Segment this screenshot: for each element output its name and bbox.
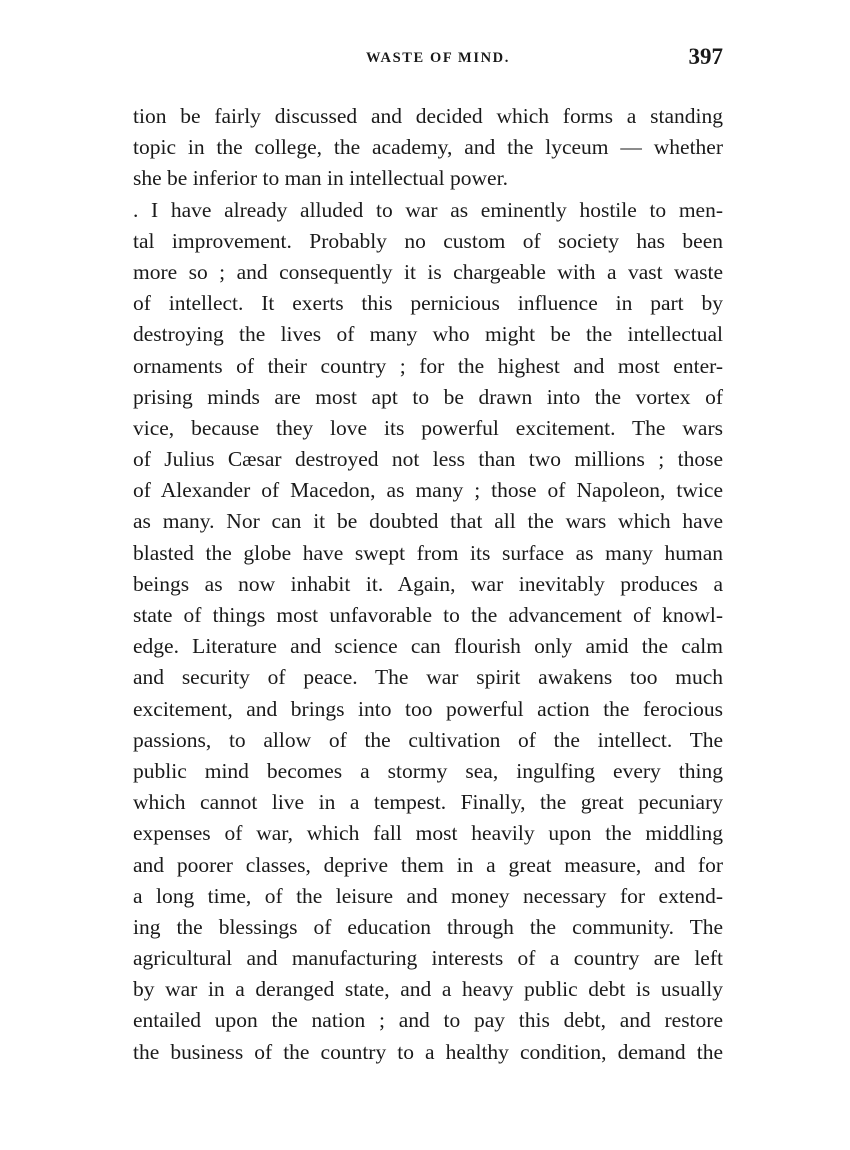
text-line: topic in the college, the academy, and the lyceum — whether: [133, 135, 723, 160]
running-head: [133, 44, 723, 74]
text-line: by war in a deranged state, and a heavy public debt is usually: [133, 977, 723, 1002]
page-number: 397: [688, 44, 723, 69]
text-line: expenses of war, which fall most heavily upon the middling: [133, 821, 723, 846]
text-line: which cannot live in a tempest. Finally, the great pecuniary: [133, 790, 723, 815]
text-line: of intellect. It exerts this pernicious influence in part by: [133, 291, 723, 316]
text-line: state of things most unfavorable to the advancement of knowl-: [133, 603, 723, 627]
text-line: and poorer classes, deprive them in a great measure, and for: [133, 852, 723, 877]
text-line: ornaments of their country ; for the highest and most enter-: [133, 353, 723, 378]
text-line: more so ; and consequently it is chargeable with a vast waste: [133, 259, 723, 284]
text-line: a long time, of the leisure and money necessary for extend-: [133, 883, 723, 908]
running-title: WASTE OF MIND.: [366, 50, 510, 66]
text-line: tal improvement. Probably no custom of society has been: [133, 228, 723, 253]
text-line: vice, because they love its powerful excitement. The wars: [133, 415, 723, 440]
text-line: prising minds are most apt to be drawn into the vortex of: [133, 384, 723, 409]
text-line: . I have already alluded to war as eminently hostile to men-: [133, 197, 723, 222]
text-line: of Julius Cæsar destroyed not less than two millions ; those: [133, 447, 723, 472]
text-line: destroying the lives of many who might be the intellectual: [133, 322, 723, 347]
text-line: agricultural and manufacturing interests of a country are left: [133, 946, 723, 971]
text-line: public mind becomes a stormy sea, ingulfing every thing: [133, 758, 723, 783]
text-line: the business of the country to a healthy condition, demand the: [133, 1039, 723, 1064]
text-line: of Alexander of Macedon, as many ; those of Napoleon, twice: [133, 478, 723, 503]
text-line: edge. Literature and science can flourish only amid the calm: [133, 634, 723, 659]
text-line: tion be fairly discussed and decided which forms a standing: [133, 104, 723, 128]
text-line: excitement, and brings into too powerful action the ferocious: [133, 696, 723, 721]
text-line: as many. Nor can it be doubted that all the wars which have: [133, 509, 723, 534]
text-line: she be inferior to man in intellectual power.: [133, 166, 508, 191]
text-line: blasted the globe have swept from its surface as many human: [133, 540, 723, 565]
text-line: entailed upon the nation ; and to pay this debt, and restore: [133, 1008, 723, 1033]
text-line: passions, to allow of the cultivation of the intellect. The: [133, 727, 723, 752]
text-line: and security of peace. The war spirit awakens too much: [133, 665, 723, 690]
text-line: beings as now inhabit it. Again, war inevitably produces a: [133, 571, 723, 596]
text-line: ing the blessings of education through the community. The: [133, 914, 723, 939]
body-text: [133, 101, 723, 1068]
